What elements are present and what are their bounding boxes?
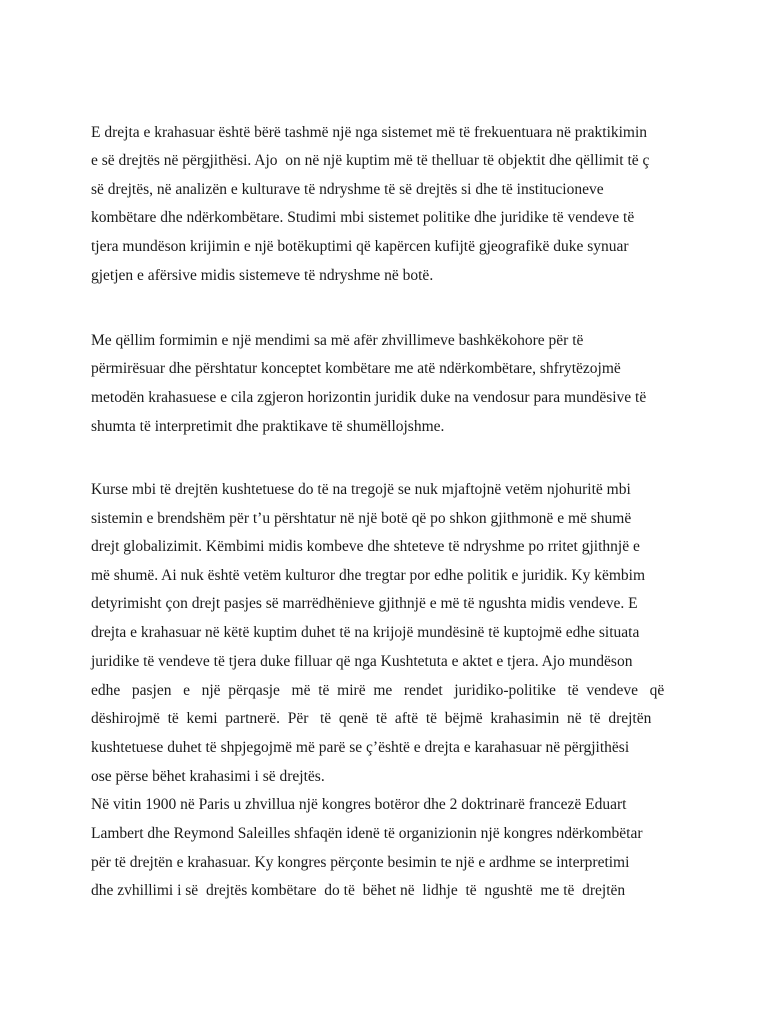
text-line: E drejta e krahasuar është bërë tashmë një nga sistemet më të frekuentuara në praktikimin [91, 124, 648, 141]
text-line: përmirësuar dhe përshtatur konceptet kombëtare me atë ndërkombëtare, shfrytëzojmë [91, 360, 621, 377]
text-line: gjetjen e afërsive midis sistemeve të ndryshme në botë. [91, 267, 434, 284]
text-line: kushtetuese duhet të shpjegojmë më parë se ç’është e drejta e karahasuar në përgjithësi [91, 739, 630, 756]
text-line: drejt globalizimit. Këmbimi midis kombeve dhe shteteve të ndryshme po rritet gjithnjë e [91, 538, 640, 555]
text-line: kombëtare dhe ndërkombëtare. Studimi mbi sistemet politike dhe juridike të vendeve të [91, 209, 635, 226]
text-line: Me qëllim formimin e një mendimi sa më afër zhvillimeve bashkëkohore për të [91, 332, 584, 349]
text-line: tjera mundëson krijimin e një botëkuptimi që kapërcen kufijtë gjeografikë duke synuar [91, 238, 629, 255]
text-line: Lambert dhe Reymond Saleilles shfaqën idenë të organizionin një kongres ndërkombëtar [91, 825, 643, 842]
text-line: dhe zvhillimi i së drejtës kombëtare do të bëhet në lidhje të ngushtë me të drejtën [91, 882, 626, 899]
text-line: e së drejtës në përgjithësi. Ajo on në një kuptim më të thelluar të objektit dhe qëllimit të ç [91, 152, 650, 169]
text-line: metodën krahasuese e cila zgjeron horizontin juridik duke na vendosur para mundësive të [91, 389, 647, 406]
text-line: më shumë. Ai nuk është vetëm kulturor dhe tregtar por edhe politik e juridik. Ky këmbim [91, 567, 646, 584]
text-line: Në vitin 1900 në Paris u zhvillua një kongres botëror dhe 2 doktrinarë francezë Eduart [91, 796, 627, 813]
text-line: shumta të interpretimit dhe praktikave të shumëllojshme. [91, 418, 445, 435]
text-line: edhe pasjen e një përqasje më të mirë me rendet juridiko-politike të vendeve që [91, 682, 665, 699]
text-line: drejta e krahasuar në këtë kuptim duhet të na krijojë mundësinë të kuptojmë edhe situata [91, 624, 640, 641]
text-line: dëshirojmë të kemi partnerë. Për të qenë të aftë të bëjmë krahasimin në të drejtën [91, 710, 652, 727]
text-line: për të drejtën e krahasuar. Ky kongres përçonte besimin te një e ardhme se interpretimi [91, 854, 630, 871]
text-line: juridike të vendeve të tjera duke filluar që nga Kushtetuta e aktet e tjera. Ajo mundëson [91, 653, 633, 670]
text-line: ose përse bëhet krahasimi i së drejtës. [91, 768, 325, 785]
text-line: së drejtës, në analizën e kulturave të ndryshme të së drejtës si dhe të institucioneve [91, 181, 604, 198]
text-line: detyrimisht çon drejt pasjes së marrëdhënieve gjithnjë e më të ngushta midis vendeve. E [91, 595, 638, 612]
text-line: Kurse mbi të drejtën kushtetuese do të na tregojë se nuk mjaftojnë vetëm njohuritë mbi [91, 481, 631, 498]
text-line: sistemin e brendshëm për t’u përshtatur në një botë që po shkon gjithmonë e më shumë [91, 510, 632, 527]
